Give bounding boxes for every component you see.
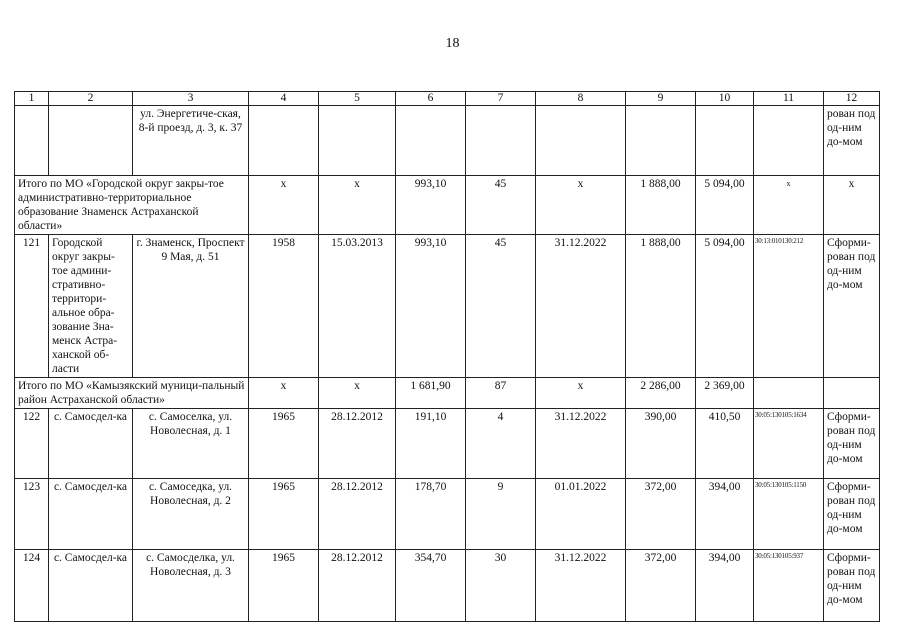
table-row — [15, 479, 880, 550]
subtotal-cell: x — [319, 176, 396, 235]
status-cell: рован под од-ним до-мом — [824, 106, 880, 176]
col-number: 10 — [696, 92, 754, 106]
status-cell: Сформи-рован под од-ним до-мом — [824, 409, 880, 479]
date-cell: 28.12.2012 — [319, 409, 396, 479]
row-number: 123 — [15, 479, 49, 550]
status-cell: Сформи-рован под од-ним до-мом — [824, 550, 880, 622]
column-number-row — [15, 92, 880, 106]
address-cell: с. Самоселка, ул. Новолесная, д. 1 — [133, 409, 249, 479]
date-cell: 28.12.2012 — [319, 479, 396, 550]
subtotal-cell: x — [249, 378, 319, 409]
col-number: 12 — [824, 92, 880, 106]
cadastral-cell: 30:05:130105:1634 — [754, 409, 824, 479]
deadline-cell: 31.12.2022 — [536, 235, 626, 378]
year-cell: 1965 — [249, 479, 319, 550]
page-number: 18 — [445, 36, 460, 51]
col-number: 5 — [319, 92, 396, 106]
row-number: 121 — [15, 235, 49, 378]
subtotal-label: Итого по МО «Камызякский муници-пальный район Астраханской области» — [15, 378, 249, 409]
value-cell: 1 888,00 — [626, 235, 696, 378]
value-cell: 390,00 — [626, 409, 696, 479]
status-cell: Сформи-рован под од-ним до-мом — [824, 479, 880, 550]
value-cell: 5 094,00 — [696, 235, 754, 378]
deadline-cell: 31.12.2022 — [536, 550, 626, 622]
col-number: 4 — [249, 92, 319, 106]
people-cell: 9 — [466, 479, 536, 550]
address-cell: ул. Энергетиче-ская, 8-й проезд, д. 3, к. 37 — [133, 106, 249, 176]
year-cell: 1965 — [249, 409, 319, 479]
year-cell: 1965 — [249, 550, 319, 622]
municipality-cell: с. Самосдел-ка — [49, 409, 133, 479]
subtotal-row — [15, 378, 880, 409]
cadastral-cell: 30:13:010130:212 — [754, 235, 824, 378]
cadastral-cell: 30:05:130105:937 — [754, 550, 824, 622]
deadline-cell: 01.01.2022 — [536, 479, 626, 550]
subtotal-cell: x — [249, 176, 319, 235]
table-row — [15, 235, 880, 378]
people-cell: 4 — [466, 409, 536, 479]
subtotal-cell: x — [319, 378, 396, 409]
municipality-cell: с. Самосдел-ка — [49, 479, 133, 550]
subtotal-cell: x — [536, 176, 626, 235]
value-cell: 394,00 — [696, 479, 754, 550]
table-row — [15, 106, 880, 176]
people-cell: 30 — [466, 550, 536, 622]
area-cell: 178,70 — [396, 479, 466, 550]
status-cell: Сформи-рован под од-ним до-мом — [824, 235, 880, 378]
people-cell: 45 — [466, 235, 536, 378]
address-cell: г. Знаменск, Проспект 9 Мая, д. 51 — [133, 235, 249, 378]
subtotal-label: Итого по МО «Городской округ закры-тое административно-территориальное образование Знаменск Астраханской области» — [15, 176, 249, 235]
subtotal-cell: x — [536, 378, 626, 409]
value-cell: 372,00 — [626, 479, 696, 550]
row-number: 124 — [15, 550, 49, 622]
subtotal-people: 87 — [466, 378, 536, 409]
row-number: 122 — [15, 409, 49, 479]
subtotal-cell: 1 888,00 — [626, 176, 696, 235]
cadastral-cell: 30:05:130105:1150 — [754, 479, 824, 550]
col-number: 9 — [626, 92, 696, 106]
col-number: 6 — [396, 92, 466, 106]
subtotal-cell: x — [824, 176, 880, 235]
col-number: 2 — [49, 92, 133, 106]
subtotal-area: 1 681,90 — [396, 378, 466, 409]
table-row — [15, 409, 880, 479]
subtotal-cell: 2 286,00 — [626, 378, 696, 409]
area-cell: 354,70 — [396, 550, 466, 622]
area-cell: 993,10 — [396, 235, 466, 378]
col-number: 11 — [754, 92, 824, 106]
value-cell: 410,50 — [696, 409, 754, 479]
subtotal-cell: 2 369,00 — [696, 378, 754, 409]
deadline-cell: 31.12.2022 — [536, 409, 626, 479]
subtotal-cell: x — [754, 176, 824, 235]
date-cell: 15.03.2013 — [319, 235, 396, 378]
col-number: 7 — [466, 92, 536, 106]
subtotal-cell: 5 094,00 — [696, 176, 754, 235]
col-number: 1 — [15, 92, 49, 106]
address-cell: с. Самоседка, ул. Новолесная, д. 2 — [133, 479, 249, 550]
subtotal-people: 45 — [466, 176, 536, 235]
value-cell: 394,00 — [696, 550, 754, 622]
housing-table — [14, 91, 880, 622]
municipality-cell: с. Самосдел-ка — [49, 550, 133, 622]
address-cell: с. Самосделка, ул. Новолесная, д. 3 — [133, 550, 249, 622]
year-cell: 1958 — [249, 235, 319, 378]
subtotal-row — [15, 176, 880, 235]
municipality-cell: Городской округ закры-тое админи-стративно-территори-альное обра-зование Зна-менск Астра-ханской об-ласти — [49, 235, 133, 378]
table-row — [15, 550, 880, 622]
date-cell: 28.12.2012 — [319, 550, 396, 622]
col-number: 8 — [536, 92, 626, 106]
area-cell: 191,10 — [396, 409, 466, 479]
value-cell: 372,00 — [626, 550, 696, 622]
subtotal-area: 993,10 — [396, 176, 466, 235]
col-number: 3 — [133, 92, 249, 106]
